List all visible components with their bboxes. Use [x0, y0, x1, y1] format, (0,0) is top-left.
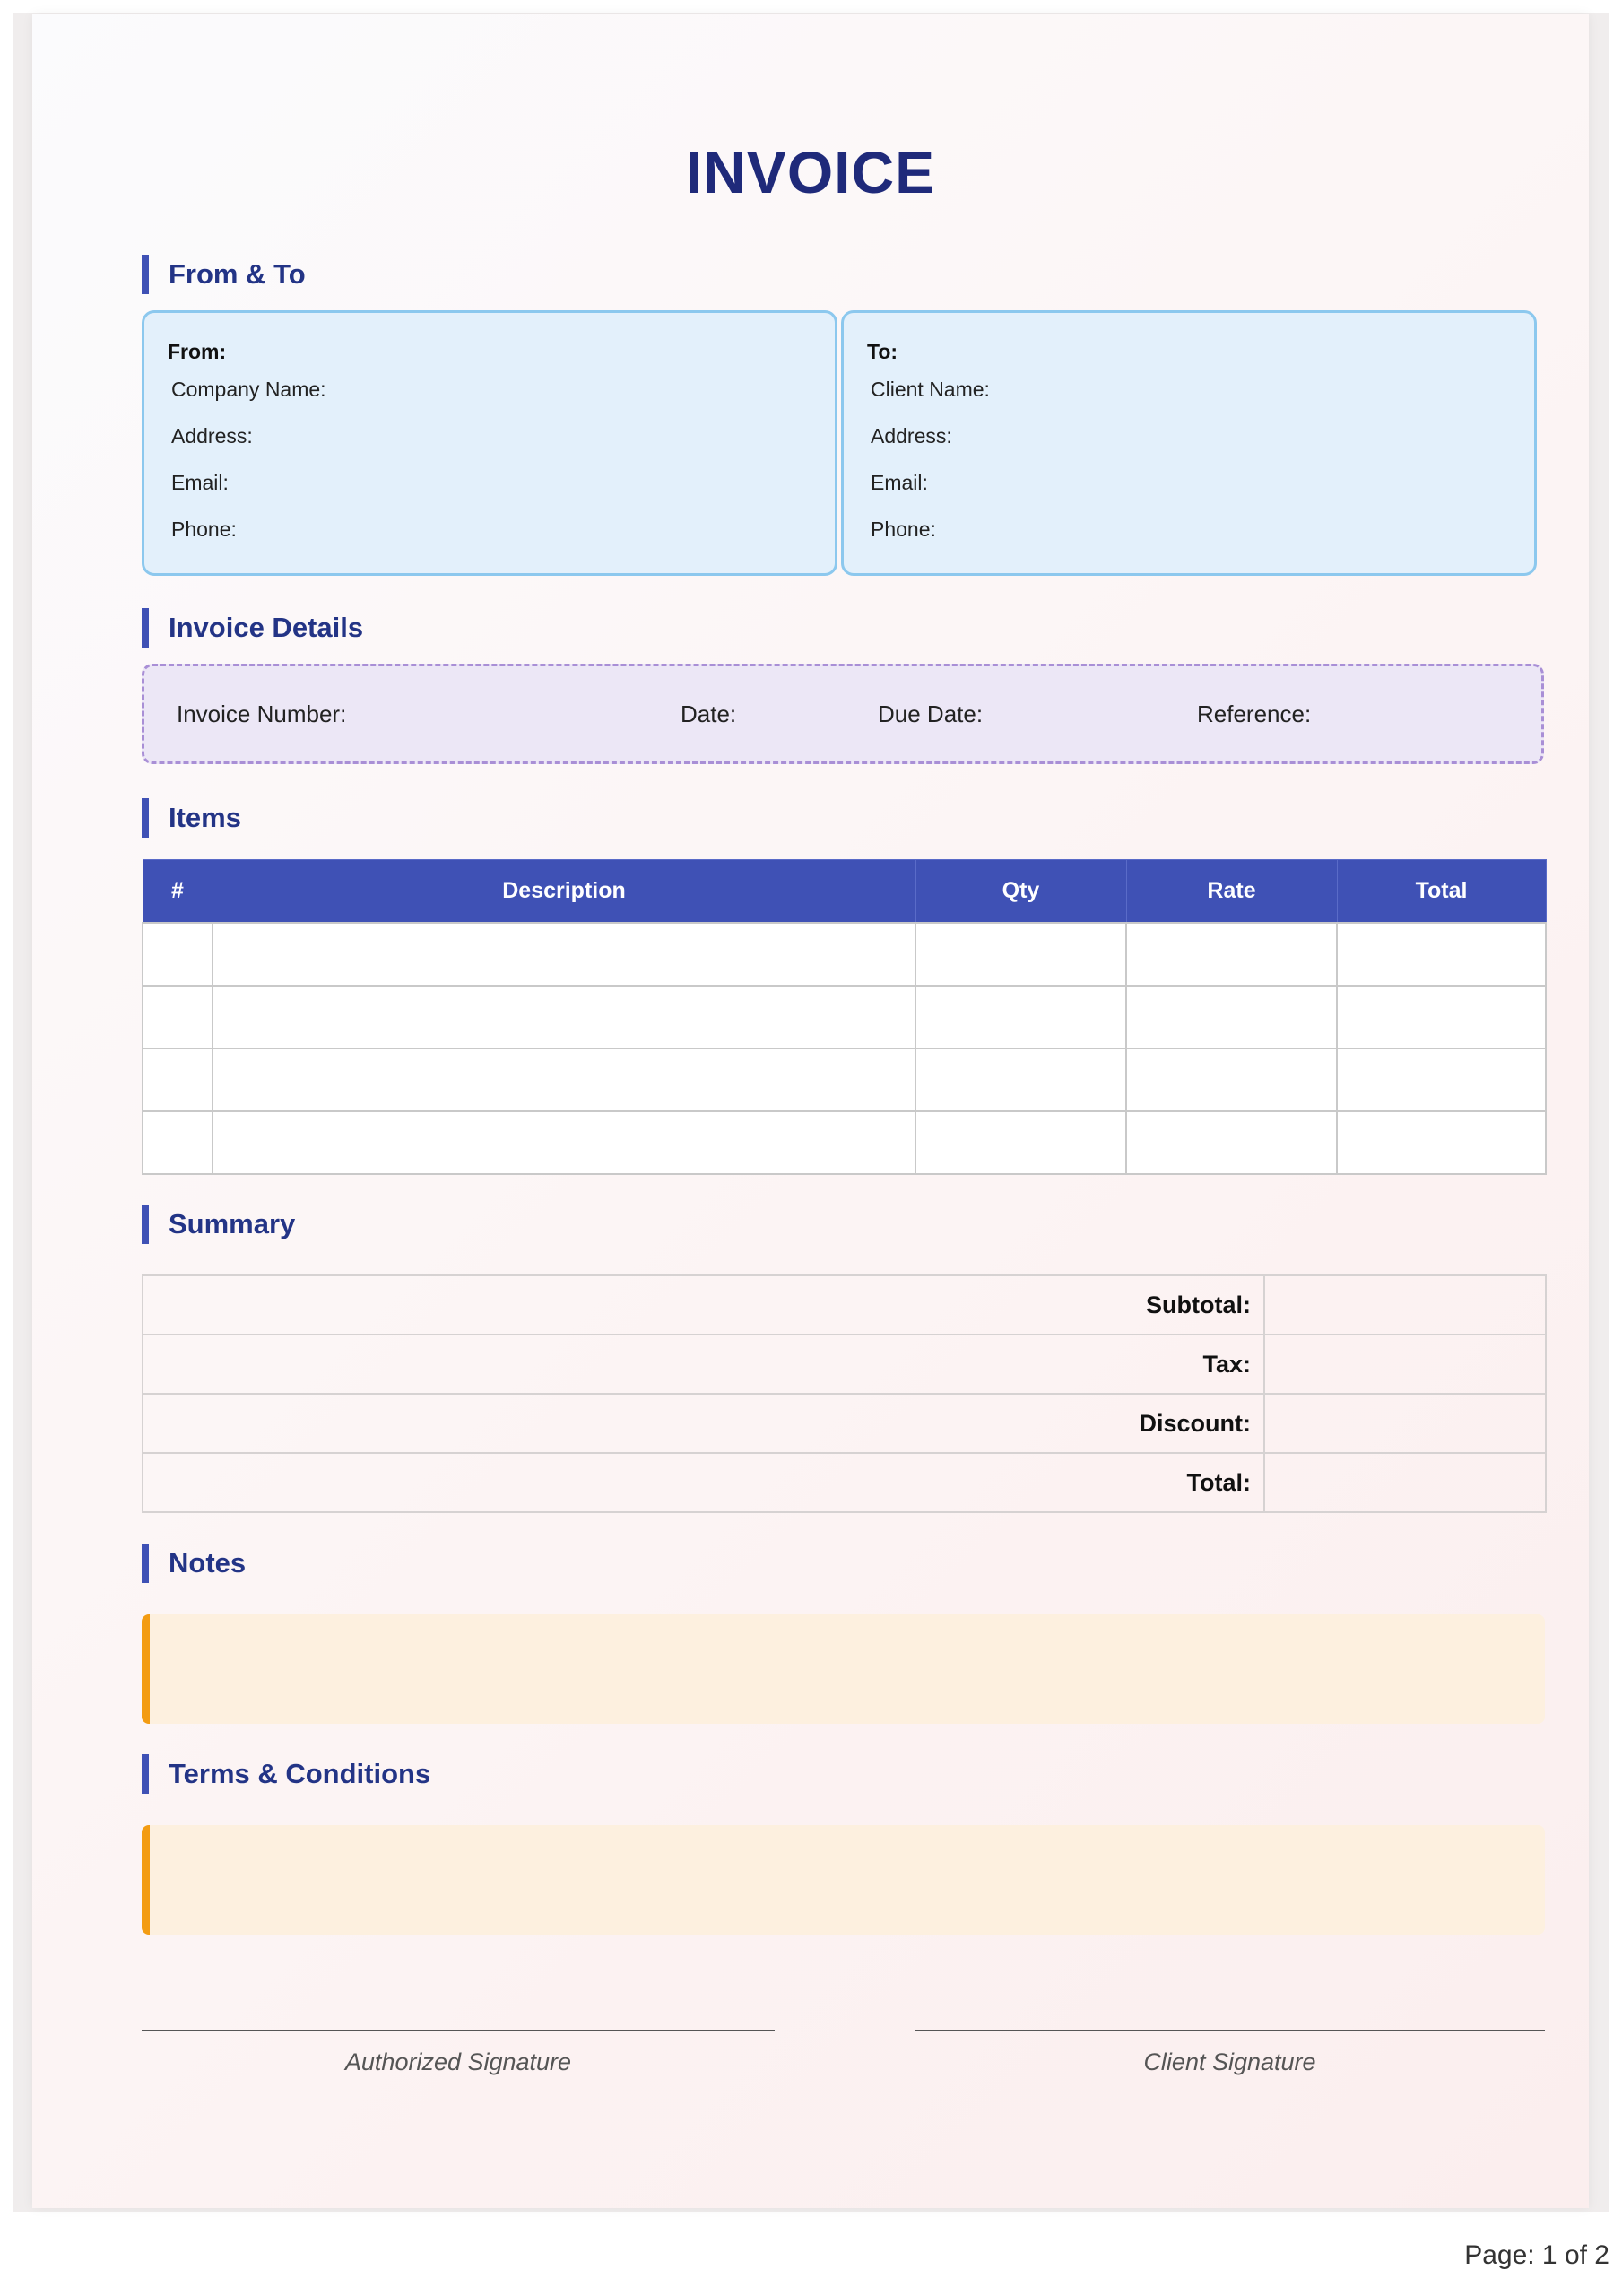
- table-row: [143, 986, 1546, 1048]
- to-email-label: Email:: [871, 471, 928, 494]
- summary-row-total: [143, 1453, 1546, 1512]
- table-cell: [915, 923, 1126, 986]
- table-cell: [1337, 986, 1546, 1048]
- client-signature-line: [915, 2030, 1545, 2031]
- total-value: [1264, 1453, 1546, 1512]
- items-header-row: [143, 860, 1546, 924]
- summary-table: [142, 1274, 1547, 1513]
- discount-label: Discount:: [143, 1394, 1264, 1453]
- table-cell: [213, 923, 915, 986]
- client-signature-label: Client Signature: [1143, 2048, 1316, 2075]
- from-box: [142, 310, 837, 576]
- authorized-signature-line: [142, 2030, 775, 2031]
- table-cell: [143, 1048, 213, 1111]
- table-row: [143, 923, 1546, 986]
- section-heading-from-to: From & To: [142, 255, 306, 294]
- summary-row-discount: [143, 1394, 1546, 1453]
- items-table: [142, 859, 1547, 1175]
- section-heading-notes: Notes: [142, 1544, 246, 1583]
- table-cell: [213, 986, 915, 1048]
- table-cell: [1126, 1111, 1337, 1174]
- subtotal-label: Subtotal:: [143, 1275, 1264, 1335]
- table-cell: [1337, 1111, 1546, 1174]
- discount-value: [1264, 1394, 1546, 1453]
- to-heading: To:: [867, 340, 898, 363]
- authorized-signature-label: Authorized Signature: [344, 2048, 572, 2075]
- to-client-name-label: Client Name:: [871, 378, 990, 401]
- section-heading-items: Items: [142, 798, 241, 838]
- table-cell: [915, 1111, 1126, 1174]
- subtotal-value: [1264, 1275, 1546, 1335]
- tax-value: [1264, 1335, 1546, 1394]
- to-phone-label: Phone:: [871, 517, 936, 541]
- section-heading-summary: Summary: [142, 1205, 295, 1244]
- summary-row-tax: [143, 1335, 1546, 1394]
- table-cell: [915, 1048, 1126, 1111]
- table-cell: [1337, 923, 1546, 986]
- table-cell: [143, 986, 213, 1048]
- table-cell: [1126, 1048, 1337, 1111]
- invoice-details-box: [142, 664, 1544, 764]
- section-heading-terms: Terms & Conditions: [142, 1754, 430, 1794]
- table-cell: [143, 923, 213, 986]
- reference-label: Reference:: [1197, 700, 1312, 727]
- from-heading: From:: [168, 340, 227, 363]
- table-cell: [915, 986, 1126, 1048]
- total-label: Total:: [143, 1453, 1264, 1512]
- to-box: [841, 310, 1537, 576]
- page-number: Page: 1 of 2: [1464, 2240, 1609, 2270]
- invoice-page: [32, 14, 1589, 2208]
- items-header-rate: Rate: [1126, 860, 1337, 924]
- table-cell: [143, 1111, 213, 1174]
- summary-row-subtotal: [143, 1275, 1546, 1335]
- from-phone-label: Phone:: [171, 517, 237, 541]
- table-row: [143, 1111, 1546, 1174]
- items-header-number: #: [143, 860, 213, 924]
- items-header-qty: Qty: [915, 860, 1126, 924]
- table-cell: [1126, 923, 1337, 986]
- date-label: Date:: [681, 700, 737, 727]
- items-header-description: Description: [213, 860, 915, 924]
- table-cell: [213, 1111, 915, 1174]
- from-address-label: Address:: [171, 424, 253, 448]
- to-address-label: Address:: [871, 424, 952, 448]
- from-email-label: Email:: [171, 471, 229, 494]
- table-row: [143, 1048, 1546, 1111]
- notes-box: [142, 1614, 1545, 1724]
- table-cell: [1337, 1048, 1546, 1111]
- tax-label: Tax:: [143, 1335, 1264, 1394]
- invoice-number-label: Invoice Number:: [177, 700, 347, 727]
- invoice-title: INVOICE: [685, 139, 936, 205]
- terms-box: [142, 1825, 1545, 1935]
- due-date-label: Due Date:: [878, 700, 984, 727]
- table-cell: [213, 1048, 915, 1111]
- section-heading-invoice-details: Invoice Details: [142, 608, 363, 648]
- items-header-total: Total: [1337, 860, 1546, 924]
- from-company-name-label: Company Name:: [171, 378, 326, 401]
- table-cell: [1126, 986, 1337, 1048]
